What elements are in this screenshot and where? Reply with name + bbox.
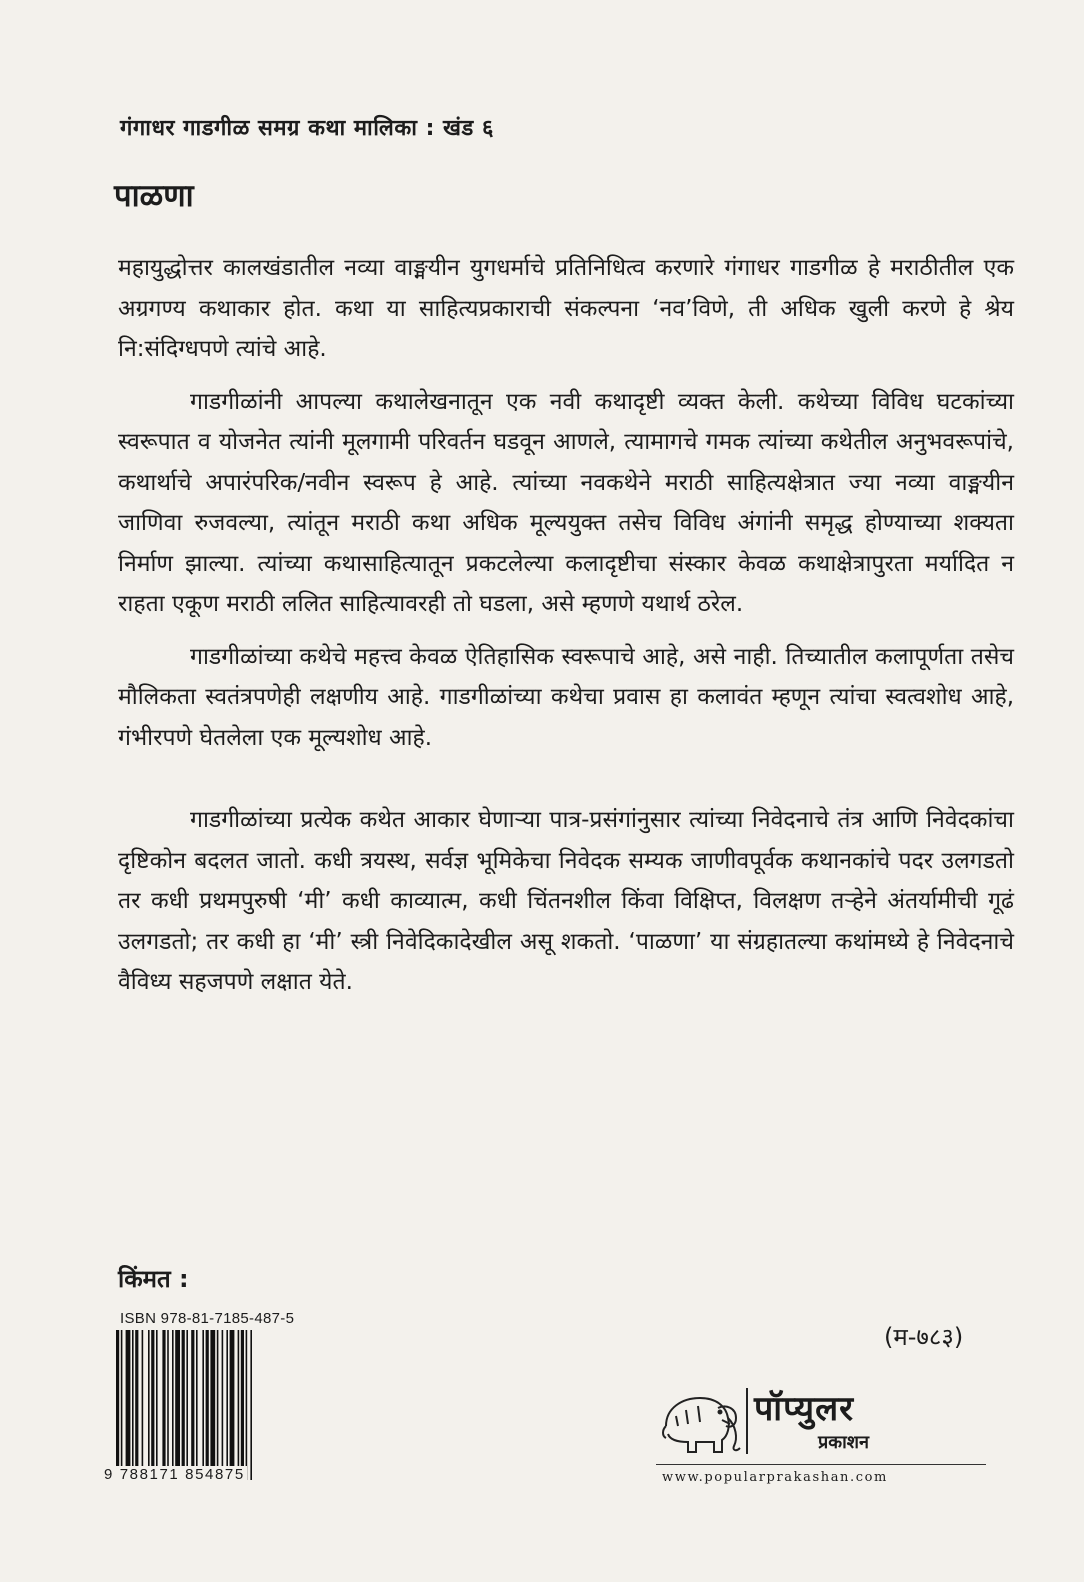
publisher-url: www.popularprakashan.com bbox=[662, 1470, 888, 1485]
publisher-rule bbox=[656, 1464, 986, 1465]
barcode-number: 9 788171 854875 bbox=[104, 1466, 245, 1483]
isbn-text: ISBN 978-81-7185-487-5 bbox=[120, 1310, 295, 1327]
blurb-paragraph-1: महायुद्धोत्तर कालखंडातील नव्या वाङ्मयीन युगधर्माचे प्रतिनिधित्व करणारे गंगाधर गाडगीळ हे मराठीतील एक अग्रगण्य कथाकार होत. कथा या साहित्यप्रकाराची संकल्पना ‘नव’विणे, ती अधिक खुली करणे हे श्रेय नि:संदिग्धपणे त्यांचे आहे. bbox=[118, 255, 1014, 362]
publisher-logo bbox=[656, 1384, 996, 1494]
book-title: पाळणा bbox=[114, 178, 194, 214]
publisher-sub: प्रकाशन bbox=[818, 1432, 869, 1453]
blurb-paragraph-3: गाडगीळांच्या कथेचे महत्त्व केवळ ऐतिहासिक स्वरूपाचे आहे, असे नाही. तिच्यातील कलापूर्णता तसेच मौलिकता स्वतंत्रपणेही लक्षणीय आहे. गाडगीळांच्या कथेचा प्रवास हा कलावंत म्हणून त्यांचा स्वत्वशोध आहे, गंभीरपणे घेतलेला एक मूल्यशोध आहे. bbox=[118, 643, 1014, 751]
price-label: किंमत : bbox=[118, 1265, 189, 1293]
elephant-icon bbox=[656, 1386, 746, 1458]
publisher-name: पॉप्युलर bbox=[754, 1389, 855, 1429]
blurb-text bbox=[118, 248, 1014, 1003]
blurb-paragraph-2: गाडगीळांनी आपल्या कथालेखनातून एक नवी कथादृष्टी व्यक्त केली. कथेच्या विविध घटकांच्या स्वरूपात व योजनेत त्यांनी मूलगामी परिवर्तन घडवून आणले, त्यामागचे गमक त्यांच्या कथेतील अनुभवरूपांचे, कथार्थाचे अपारंपरिक/नवीन स्वरूप हे आहे. त्यांच्या नवकथेने मराठी साहित्यक्षेत्रात ज्या नव्या वाङ्मयीन जाणिवा रुजवल्या, त्यांतून मराठी कथा अधिक मूल्ययुक्त तसेच विविध अंगांनी समृद्ध होण्याच्या शक्यता निर्माण झाल्या. त्यांच्या कथासाहित्यातून प्रकटलेल्या कलादृष्टीचा संस्कार केवळ कथाक्षेत्रापुरता मर्यादित न राहता एकूण मराठी ललित साहित्यावरही तो घडला, असे म्हणणे यथार्थ ठरेल. bbox=[118, 388, 1014, 617]
catalog-code: (म-७८३) bbox=[884, 1323, 964, 1351]
publisher-divider bbox=[746, 1388, 748, 1454]
blurb-paragraph-4: गाडगीळांच्या प्रत्येक कथेत आकार घेणाऱ्या पात्र-प्रसंगांनुसार त्यांच्या निवेदनाचे तंत्र आणि निवेदकांचा दृष्टिकोन बदलत जातो. कधी त्रयस्थ, सर्वज्ञ भूमिकेचा निवेदक सम्यक जाणीवपूर्वक कथानकांचे पदर उलगडतो तर कधी प्रथमपुरुषी ‘मी’ कधी काव्यात्म, कधी चिंतनशील किंवा विक्षिप्त, विलक्षण तऱ्हेने अंतर्यामीची गूढं उलगडतो; तर कधी हा ‘मी’ स्त्री निवेदिकादेखील असू शकतो. ‘पाळणा’ या संग्रहातल्या कथांमध्ये हे निवेदनाचे वैविध्य सहजपणे लक्षात येते. bbox=[118, 807, 1014, 995]
series-line: गंगाधर गाडगीळ समग्र कथा मालिका : खंड ६ bbox=[120, 116, 494, 141]
